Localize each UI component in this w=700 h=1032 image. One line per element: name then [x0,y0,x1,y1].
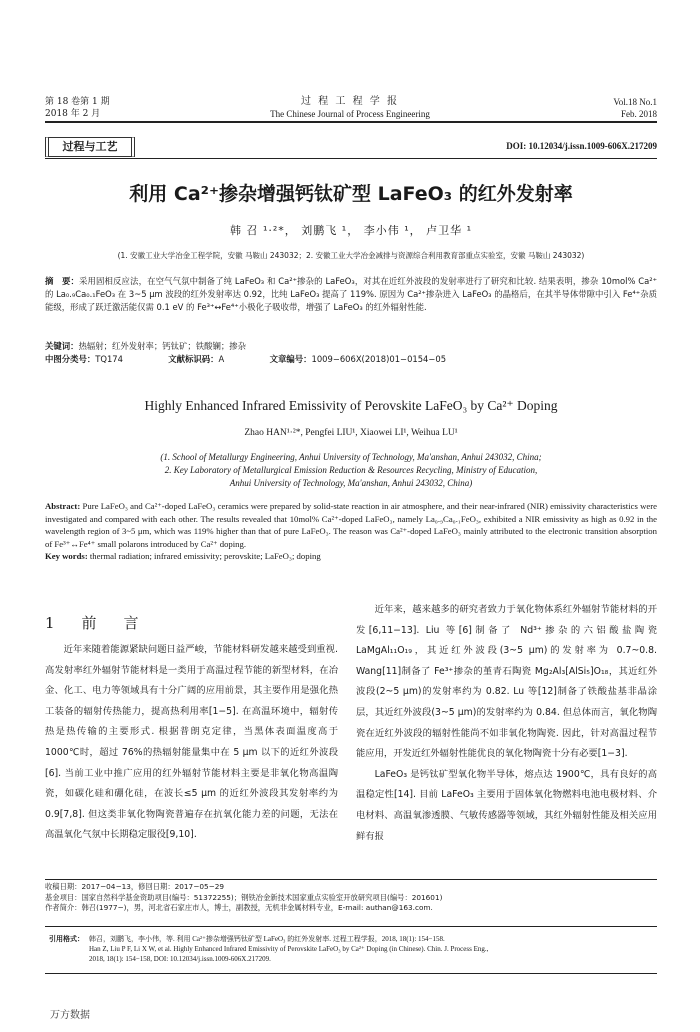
doi: DOI: 10.12034/j.issn.1009-606X.217209 [506,141,657,151]
authors-en: Zhao HAN¹·²*, Pengfei LIU¹, Xiaowei LI¹, Weihua LU¹ [244,428,458,438]
affiliation-en-line: 2. Key Laboratory of Metallurgical Emission Reduction & Resources Recycling, Ministry of Education, [164,465,538,475]
title-cn: 利用 Ca²⁺掺杂增强钙钛矿型 LaFeO₃ 的红外发射率 [129,183,573,205]
header-journal-cn: 过 程 工 程 学 报 [301,96,399,107]
citation-line: 韩召，刘鹏飞，李小伟，等. 利用 Ca²⁺掺杂增强钙钛矿型 LaFeO₃ 的红外发射率. 过程工程学报，2018, 18(1): 154−158. [89,935,445,943]
author-bio: 作者简介：韩召(1977−)，男，河北省石家庄市人，博士，副教授，无机非金属材料专业，E-mail: authan@163.com. [45,903,433,912]
watermark: 万方数据 [50,1010,90,1021]
header-date-cn: 2018 年 2 月 [45,109,101,119]
affiliation-en [75,451,627,490]
body-left-column [45,640,338,846]
citation-label: 引用格式： [49,935,84,943]
keywords-cn [45,340,657,353]
keywords-cn-text: 热辐射；红外发射率；钙钛矿；铁酸镧；掺杂 [78,341,246,351]
doc-code-label: 文献标识码： [168,354,219,364]
article-no-label: 文章编号： [269,354,312,364]
clc-value: TQ174 [95,354,123,364]
footnotes [45,882,657,914]
header-volume-cn: 第 18 卷第 1 期 [45,97,110,107]
clc-label: 中图分类号： [45,354,96,364]
paragraph: 近年来随着能源紧缺问题日益严峻，节能材料研发越来越受到重视. 高发射率红外辐射节能材料是一类用于高温过程节能的新型材料，在冶金、化工、电力等领域具有十分广阔的应用前景，其主要作用是强化热工装备的辐射传热能力，提高热利用率[1−5]. 在高温环境中，辐射传热是热传输的主要形式. 根据普朗克定律，当黑体表面温度高于 1000℃时，超过 76%的热辐射能量集中在 5 μm 以下的近红外波段[6]. 当前工业中推广应用的红外辐射节能材料主要是非氧化物高温陶瓷，如碳化硅和硼化硅，在波长≤5 μm 的近红外波段其发射率约为 0.9[7,8]. 但这类非氧化物陶瓷普遍存在抗氧化能力差的问题，无法在高温氧化气氛中长期稳定服役[9,10]. [45,644,338,841]
citation-line: Han Z, Liu P F, Li X W, et al. Highly Enhanced Infrared Emissivity of Perovskite LaFeO₃ by Ca²⁺ Doping (in Chinese). Chin. J. Process Eng., [89,945,489,953]
paragraph: LaFeO₃ 是钙钛矿型氧化物半导体，熔点达 1900℃，具有良好的高温稳定性[14]. 目前 LaFeO₃ 主要用于固体氧化物燃料电池电极材料、介电材料、高温氧渗透膜、气敏传感器等领域，其红外辐射性能及相关应用鲜有报 [356,768,657,842]
doi-rule [45,158,657,159]
abstract-cn [45,275,657,314]
header-journal-en: The Chinese Journal of Process Engineering [270,109,430,119]
header-date-en: Feb. 2018 [621,109,657,119]
doc-code-value: A [218,354,225,364]
affiliation-cn: (1. 安徽工业大学冶金工程学院，安徽 马鞍山 243032；2. 安徽工业大学冶金减排与资源综合利用教育部重点实验室，安徽 马鞍山 243032) [117,251,585,260]
authors-cn: 韩 召 ¹·²*， 刘鹏飞 ¹， 李小伟 ¹， 卢卫华 ¹ [229,224,473,237]
affiliation-en-line: (1. School of Metallurgy Engineering, Anhui University of Technology, Ma'anshan, Anhui 243032, China; [160,452,542,462]
fund-info: 基金项目：国家自然科学基金资助项目(编号：51372255)；钢铁冶金新技术国家重点实验室开放研究项目(编号：201601) [45,892,443,902]
citation-box [45,926,657,974]
footnote-rule [45,879,657,880]
affiliation-en-line: Anhui University of Technology, Ma'anshan, Anhui 243032, China) [229,478,473,488]
abstract-cn-text: 采用固相反应法，在空气气氛中制备了纯 LaFeO₃ 和 Ca²⁺掺杂的 LaFeO₃，对其在近红外波段的发射率进行了研究和比较. 结果表明，掺杂 10mol% Ca²⁺的 La₀.₉Ca₀.₁FeO₃ 在 3~5 μm 波段的红外发射率达 0.92，比纯 LaFeO₃ 提高了 119%. 原因为 Ca²⁺掺杂进入 LaFeO₃ 的晶格后，在其半导体带隙中引入 Fe⁴⁺杂质能级，形成了跃迁激活能仅需 0.1 eV 的 Fe³⁺↔Fe⁴⁺小极化子吸收带，增强了 LaFeO₃ 的红外辐射性能. [45,276,657,312]
keywords-en-text: thermal radiation; infrared emissivity; perovskite; LaFeO₃; doping [89,551,321,561]
section-heading: 1 前 言 [45,614,145,632]
received-date: 收稿日期：2017−04−13，修回日期：2017−05−29 [45,882,225,891]
abstract-en-text: Pure LaFeO₃ and Ca²⁺-doped LaFeO₃ ceramics were prepared by solid-state reaction in air atmosphere, and their near-infrared (NIR) emissivity characteristics were investigated and compared with each other. The results revealed that 10mol% Ca²⁺-doped LaFeO₃, namely La₀.₉Ca₀.₁FeO₃, exhibited a NIR emissivity as high as 0.92 in the wavelength region of 3~5 μm, which was 119% higher than that of pure LaFeO₃. The reason was Ca²⁺-doped LaFeO₃ mainly attributed to the electronic transition absorption of Fe³⁺↔Fe⁴⁺ small polarons introduced by Ca²⁺ doping. [45,501,658,549]
citation-line: 2018, 18(1): 154−158, DOI: 10.12034/j.issn.1009-606X.217209. [89,955,271,963]
paragraph: 近年来，越来越多的研究者致力于氧化物体系红外辐射节能材料的开发[6,11−13]. Liu 等[6]制备了 Nd³⁺掺杂的六铝酸盐陶瓷 LaMgAl₁₁O₁₉，其近红外波段(3~5 μm)的发射率为 0.7~0.8. Wang[11]制备了 Fe³⁺掺杂的堇青石陶瓷 Mg₂Al₃[AlSi₅]O₁₈，其近红外波段(2~5 μm)的发射率约为 0.82. Lu 等[12]制备了铁酸盐基非晶涂层，其近红外波段(3~5 μm)的发射率约为 0.84. 但总体而言，氧化物陶瓷在近红外波段的辐射性能尚不如非氧化物陶瓷. 因此，针对高温过程节能应用，开发近红外辐射性能优良的氧化物陶瓷十分有必要[1−3]. [356,604,657,760]
keywords-cn-label: 关键词： [45,341,79,351]
body-right-column [356,600,657,847]
title-en: Highly Enhanced Infrared Emissivity of Perovskite LaFeO₃ by Ca²⁺ Doping [144,398,558,413]
keywords-en-label: Key words: [45,551,88,561]
header-volume-en: Vol.18 No.1 [613,97,657,107]
abstract-en [45,500,657,563]
abstract-cn-label: 摘 要： [45,276,80,286]
classification-cn [45,353,657,366]
column-logo: 过程与工艺 [45,137,135,157]
keywords-en [45,550,657,563]
article-no-value: 1009−606X(2018)01−0154−05 [311,354,447,364]
citation-text [89,934,653,964]
header-rule [45,121,657,123]
abstract-en-label: Abstract: [45,501,81,511]
